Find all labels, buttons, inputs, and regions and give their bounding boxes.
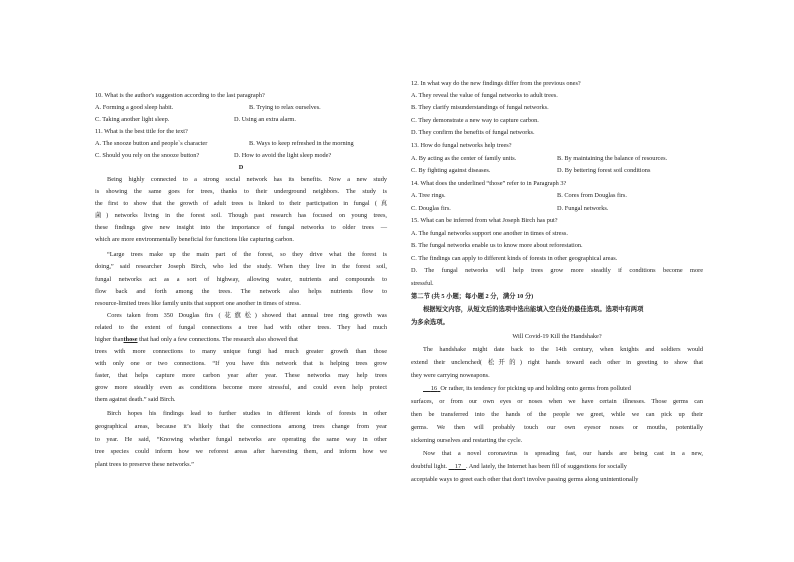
p4-line: plant trees to preserve these networks.” [95, 461, 194, 468]
q14-options-row2 [411, 205, 703, 213]
q13-option-a: A. By acting as the center of family units. [411, 155, 517, 162]
p4-line: tree species could inform how we reforest areas after harvesting them, and inform how we [95, 448, 387, 455]
pp3-line: acceptable ways to greet each other that don't involve passing germs along unintentionally [411, 476, 639, 483]
p1-line: which are more environmentally beneficial for functions like capturing carbon. [95, 236, 294, 243]
q13-options-row1 [411, 155, 703, 163]
p1-line: is showing the same goes for trees, thanks to their underground neighbors. The study is [95, 188, 387, 195]
q11-option-b: B. Ways to keep refreshed in the morning [249, 140, 354, 147]
q14-option-a: A. Tree rings. [411, 192, 446, 199]
q14-option-d: D. Fungal networks. [557, 205, 609, 212]
p2-line: doing,” said researcher Joseph Birch, who led the study. When they live in the forest soil, [95, 263, 387, 270]
q11-options-row1 [95, 140, 387, 148]
pp2-line: sickening ourselves and restarting the cycle. [411, 437, 523, 444]
blank-16: 16 [430, 385, 438, 392]
q15-stem: 15. What can be inferred from what Joseph Birch has put? [411, 217, 558, 224]
q12-option-c: C. They demonstrate a new way to capture carbon. [411, 117, 539, 124]
p3-line: grow more steadily even as conditions become more stressful, and could even help protect [95, 384, 387, 391]
section2-instruction-cont: 为多余选项。 [411, 319, 449, 326]
pp2-line: then be transferred into the hands of the people we greet, while we can pick up their [411, 411, 703, 418]
q10-option-d: D. Using an extra alarm. [234, 116, 296, 123]
q14-option-b: B. Cores from Douglas firs. [557, 192, 627, 199]
pp3-line-blank [411, 463, 703, 471]
q12-option-b: B. They clarify misunderstandings of fungal networks. [411, 104, 549, 111]
p2-line: resource-limited trees like family units that support one another in times of stress. [95, 300, 301, 307]
q14-options-row1 [411, 192, 703, 200]
q14-stem: 14. What does the underlined “those” refer to in Paragraph 3? [411, 180, 567, 187]
pp2-line: germs. We then will probably touch our own eyesor noses or mouths, potentially [411, 424, 703, 431]
underlined-those: those [123, 336, 138, 343]
pp1-line: The handshake might date back to the 14th century, when knights and soldiers would [423, 346, 703, 353]
q11-option-c: C. Should you rely on the snooze button? [95, 152, 200, 159]
pp3-line: Now that a novel coronavirus is spreading fast, our hands are being cast in a new, [423, 450, 703, 457]
p3-line: Cores taken from 350 Douglas firs (花旗松) showed that annual tree ring growth was [107, 312, 387, 319]
p3-line: them against death.” said Birch. [95, 396, 176, 403]
p3-line: related to the extent of fungal connections a tree had with other trees. They had much [95, 324, 387, 331]
p4-line: geographical areas, because it’s likely that the connections among trees change from year [95, 423, 387, 430]
section2-instruction: 根据短文内容，从短文后的选项中选出能填入空白处的最佳选项。选项中有两项 [423, 306, 644, 313]
q13-options-row2 [411, 167, 703, 175]
q11-options-row2 [95, 152, 387, 160]
q13-option-d: D. By bettering forest soil conditions [557, 167, 651, 174]
p3-line: trees with more connections to many unique fungi had much greater growth than those [95, 348, 387, 355]
q15-option-d: D. The fungal networks will help trees grow more steadily if conditions become more [411, 267, 703, 274]
p3-line: with only one or two connections. “If you have this network that is helping trees grow [95, 360, 387, 367]
p3-rest: that had only a few connections. The research also showed that [137, 336, 298, 343]
pp2-first-rest: Or rather, its tendency for picking up and holding onto germs from polluted [440, 385, 631, 392]
p1-line: these findings give new insight into the importance of fungal networks to older trees — [95, 224, 387, 231]
q14-option-c: C. Douglas firs. [411, 205, 451, 212]
p3-word-higher: higher [95, 336, 113, 343]
q10-option-c: C. Taking another light sleep. [95, 116, 170, 123]
p1-line: 菌) networks living in the forest soil. Though past research has focused on young trees, [95, 212, 387, 219]
p3-line-underlined [95, 336, 387, 344]
p2-line: fungal networks act as a sort of highway, allowing water, nutrients and compounds to [95, 276, 387, 283]
q12-option-d: D. They confirm the benefits of fungal networks. [411, 129, 535, 136]
pp1-line: extend their unclenched( 松开的) right hands toward each other in greeting to show that [411, 359, 703, 366]
pp2-line: surfaces, or from our own eyes or noses when we have certain illnesses. Those germs can [411, 398, 703, 405]
q15-option-a: A. The fungal networks support one another in times of stress. [411, 230, 568, 237]
p3-word-than: than [112, 336, 124, 343]
q10-option-b: B. Trying to relax ourselves. [249, 104, 321, 111]
q13-stem: 13. How do fungal networks help trees? [411, 142, 512, 149]
pp2-line-blank [411, 385, 703, 393]
q15-option-d-cont: stressful. [411, 280, 434, 287]
blank-17: 17 [454, 463, 462, 470]
p2-line: flow back and forth among the trees. The network also helps nutrients flow to [95, 288, 387, 295]
section-d-heading: D [238, 164, 244, 171]
pp3-text-b: . And lately, the Internet has been fill of suggestions for socially [465, 463, 627, 470]
q11-option-a: A. The snooze button and people`s character [95, 140, 208, 147]
q13-option-b: B. By maintaining the balance of resources. [557, 155, 668, 162]
q11-option-d: D. How to avoid the light sleep mode? [234, 152, 332, 159]
pp1-line: they were carrying noweapons. [411, 372, 490, 379]
p4-line: to year. He said, “Knowing whether fungal networks are operating the same way in other [95, 436, 387, 443]
q10-option-a: A. Forming a good sleep habit. [95, 104, 174, 111]
q15-option-c: C. The findings can apply to different kinds of forests in other geographical areas. [411, 255, 618, 262]
q10-stem: 10. What is the author's suggestion according to the last paragraph? [95, 92, 265, 99]
q12-stem: 12. In what way do the new findings differ from the previous ones? [411, 80, 581, 87]
p4-line: Birch hopes his findings lead to further studies in different kinds of forests in other [107, 410, 387, 417]
q11-stem: 11. What is the best title for the text? [95, 128, 188, 135]
p2-line: “Large trees make up the main part of the forest, so they drive what the forest is [107, 251, 387, 258]
p1-line: Being highly connected to a strong social network has its benefits. Now a new study [107, 176, 387, 183]
pp3-text-a: doubtful light. [411, 463, 449, 470]
q12-option-a: A. They reveal the value of fungal networks to adult trees. [411, 92, 558, 99]
p1-line: the first to show that the growth of adult trees is linked to their participation in fungal (真 [95, 200, 387, 207]
q10-options-row1 [95, 104, 387, 112]
p3-line: faster, that helps capture more carbon year after year. These networks may help trees [95, 372, 387, 379]
q15-option-b: B. The fungal networks enable us to know more about reforestation. [411, 242, 583, 249]
q13-option-c: C. By fighting against diseases. [411, 167, 491, 174]
section2-title: 第二节 (共 5 小题；每小题 2 分，满分 10 分) [411, 293, 534, 300]
passage-title: Will Covid-19 Kill the Handshake? [512, 333, 602, 340]
q10-options-row2 [95, 116, 387, 124]
